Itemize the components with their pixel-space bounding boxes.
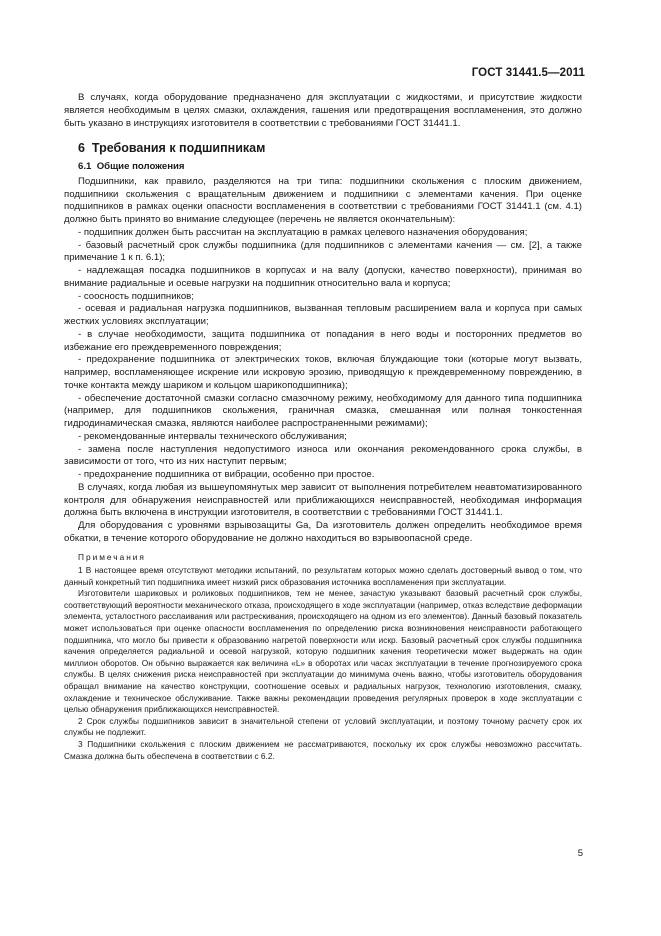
list-item: - в случае необходимости, защита подшипника от попадания в него воды и посторонних предметов во избежание его преждевременного повреждения; [64, 328, 582, 353]
note-1: 1 В настоящее время отсутствуют методики испытаний, по результатам которых можно сделать достоверный вывод о том, что данный конкретный тип подшипника имеет низкий риск образования источника воспламенения при эксплуатации. [64, 565, 582, 587]
paragraph-user-control: В случаях, когда любая из вышеупомянутых мер зависит от выполнения потребителем неавтоматизированного контроля для обнаружения неисправностей или приближающихся неисправностей, необходимая информация должна быть включена в инструкции изготовителя, в соответствии с требованиями ГОСТ 31441.1. [64, 481, 582, 519]
document-header: ГОСТ 31441.5—2011 [471, 67, 585, 79]
list-item: - базовый расчетный срок службы подшипника (для подшипников с элементами качения — см. [2], а также примечание 1 к п. 6.1); [64, 239, 582, 264]
list-item: - подшипник должен быть рассчитан на эксплуатацию в рамках целевого назначения оборудования; [78, 226, 528, 238]
page-number: 5 [577, 848, 583, 859]
section-heading [78, 142, 582, 155]
list-item: - надлежащая посадка подшипников в корпусах и на валу (допуски, качество поверхности), принимая во внимание радиальные и осевые нагрузки на подшипник относительно вала и корпуса; [64, 265, 582, 289]
note-1-continued: Изготовители шариковых и роликовых подшипников, тем не менее, зачастую указывают базовый расчетный срок службы, соответствующий вероятности механического отказа, происходящего в ходе эксплуатации (например, отказ вследствие деформации элемента, усталостного расслаивания или растрескивания, происходящего на одном из его элементов). Данный базовый показатель может использоваться при оценке опасности воспламенения по определению риска возникновения неисправности работающего подшипника, что могло бы привести к образованию нагретой поверхности или искр. Базовый расчетный срок службы подшипника качения определяется радиальной и осевой нагрузкой, которую подшипник качения теоретически может выдержать на один миллион оборотов. Он обычно выражается как величина «L» в оборотах или часах эксплуатации в течение прогнозируемого срока службы. В целях снижения риска неисправностей при эксплуатации до минимума очень важно, чтобы изготовитель оборудования обращал внимание на качество конструкции, соотношение осевых и радиальных нагрузок, технологию изготовления, смазку, охлаждение и техническое обслуживание. Также важны рекомендации проведения регулярных проверок в ходе эксплуатации с целью обнаружения приближающихся неисправностей. [64, 588, 582, 715]
section-number: 6 [78, 141, 85, 156]
list-item: - замена после наступления недопустимого износа или окончания рекомендованного срока службы, в зависимости от того, что из них наступит первым; [64, 443, 582, 468]
list-item: - соосность подшипников; [78, 290, 194, 302]
list-item: - предохранение подшипника от вибрации, особенно при простое. [78, 469, 375, 480]
paragraph-run-in: Для оборудования с уровнями взрывозащиты Ga, Da изготовитель должен определить необходимое время обкатки, в течение которого оборудование не должно находиться во взрывоопасной среде. [64, 520, 582, 544]
subsection-heading [78, 161, 582, 174]
notes-block [64, 552, 582, 763]
paragraph-bearing-types: Подшипники, как правило, разделяются на три типа: подшипники скольжения с плоским движением, подшипники скольжения с вращательным движением и подшипники с элементами качения. При оценке подшипников в рамках оценки опасности воспламенения в соответствии с требованиями ГОСТ 31441.1 (см. 4.1) должно быть принято во внимание следующее (перечень не является окончательным): [64, 175, 582, 225]
requirements-list [64, 227, 582, 482]
list-item: - осевая и радиальная нагрузка подшипников, вызванная тепловым расширением вала и корпуса при самых жестких условиях эксплуатации; [64, 303, 582, 327]
list-item: - предохранение подшипника от электрических токов, включая блуждающие токи (которые могут вызвать, например, воспламеняющее искрение или искровую эрозию, приводящую к преждевременному повреждению, в точке контакта между шариком и кольцом шарикоподшипника); [64, 354, 582, 391]
note-2: 2 Срок службы подшипников зависит в значительной степени от условий эксплуатации, и поэтому точному расчету срок их службы не подлежит. [64, 715, 582, 738]
list-item: - рекомендованные интервалы технического обслуживания; [78, 430, 347, 442]
subsection-title: Общие положения [96, 161, 185, 172]
intro-paragraph: В случаях, когда оборудование предназначено для эксплуатации с жидкостями, и присутствие жидкости является необходимым в целях смазки, охлаждения, гашения или предотвращения воспламенения, это должно быть указано в инструкциях изготовителя в соответствии с требованиями ГОСТ 31441.1. [64, 92, 582, 129]
section-title: Требования к подшипникам [91, 141, 266, 156]
document-body [64, 92, 582, 762]
notes-title: Примечания [78, 551, 146, 562]
subsection-number: 6.1 [78, 161, 92, 172]
list-item: - обеспечение достаточной смазки согласно смазочному режиму, необходимому для данного типа подшипника (например, для подшипников скольжения, граничная смазка, смешанная или полная тонкостенная гидродинамическая смазка, являются наиболее распространенными режимами); [64, 392, 582, 429]
note-3: 3 Подшипники скольжения с плоским движением не рассматриваются, поскольку их срок службы невозможно рассчитать. Смазка должна быть обеспечена в соответствии с 6.2. [64, 739, 582, 761]
